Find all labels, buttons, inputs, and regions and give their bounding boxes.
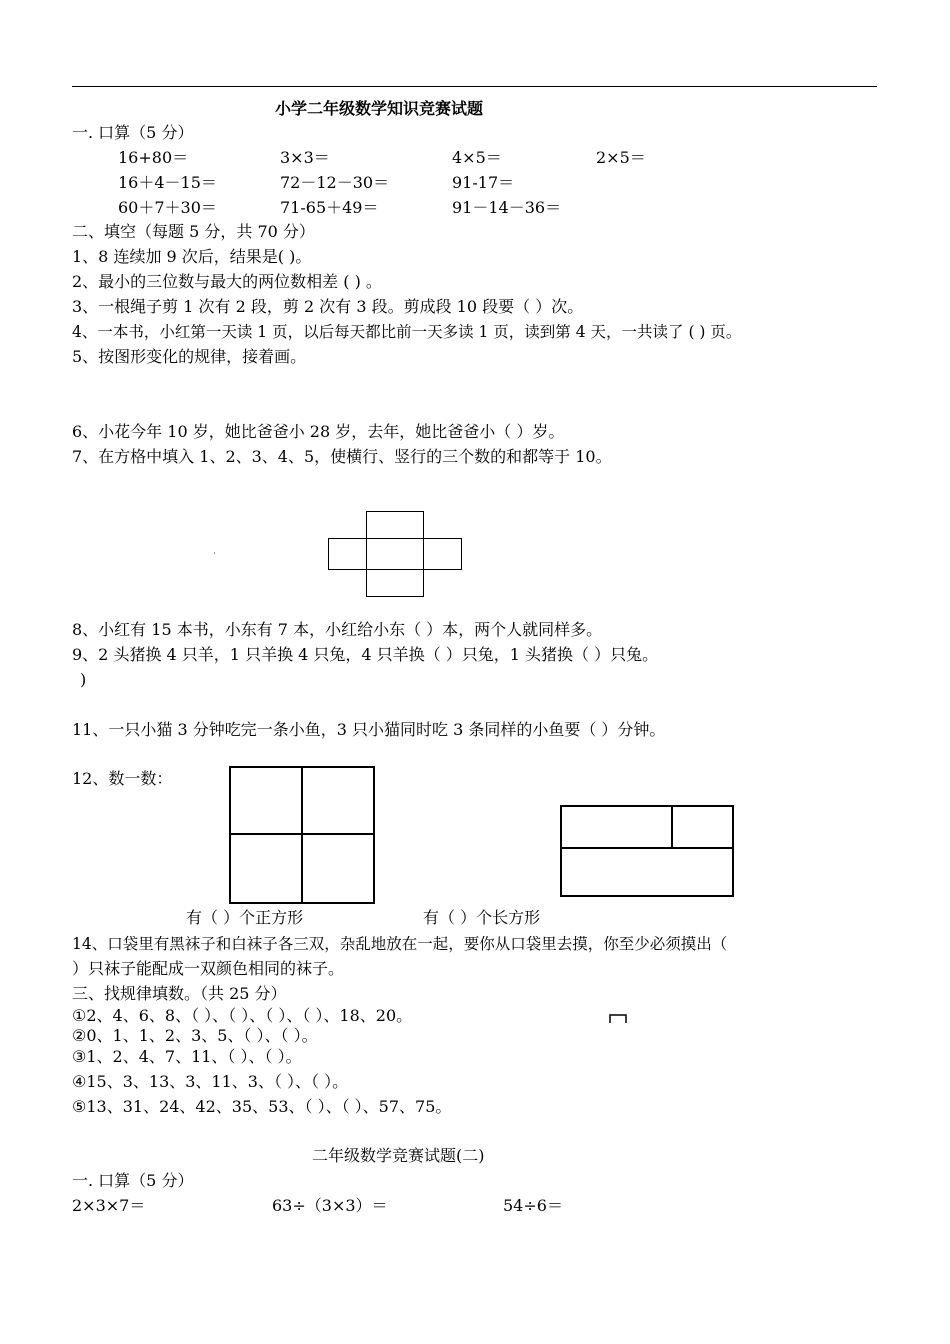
calc-item: 91-17＝: [452, 173, 515, 192]
square-count-label: 有（ ）个正方形: [186, 908, 304, 927]
grid-cell: [366, 511, 424, 539]
question-9-tail: ): [80, 670, 87, 689]
question-3: 3、一根绳子剪 1 次有 2 段，剪 2 次有 3 段。剪成段 10 段要（ ）次。: [72, 297, 584, 316]
square-divider: [229, 833, 375, 835]
question-1: 1、8 连续加 9 次后，结果是( )。: [72, 247, 312, 266]
calc-item: 2×5＝: [596, 148, 646, 167]
calc-item: 54÷6＝: [503, 1196, 563, 1215]
question-5: 5、按图形变化的规律，接着画。: [72, 347, 307, 366]
grid-cell: [423, 538, 462, 570]
section2-heading: 二、填空（每题 5 分，共 70 分）: [72, 222, 315, 241]
stray-bracket-mark: [608, 1012, 628, 1024]
calc-item: 91－14－36＝: [452, 198, 562, 217]
section3-heading: 三、找规律填数。（共 25 分）: [72, 984, 287, 1003]
question-2: 2、最小的三位数与最大的两位数相差 ( ) 。: [72, 272, 382, 291]
question-4: 4、一本书，小红第一天读 1 页，以后每天都比前一天多读 1 页，读到第 4 天，一共读了 ( ) 页。: [72, 323, 742, 341]
question-14-cont: ）只袜子能配成一双颜色相同的袜子。: [72, 959, 345, 978]
calc-item: 60＋7＋30＝: [118, 198, 217, 217]
grid-cell: [366, 569, 424, 597]
question-14: 14、口袋里有黑袜子和白袜子各三双，杂乱地放在一起，要你从口袋里去摸，你至少必须摸出（: [72, 935, 728, 953]
top-rule: [72, 86, 877, 87]
rectangle-outline: [560, 805, 734, 897]
pattern-item: ⑤13、31、24、42、35、53、（ ）、（ ）、57、75。: [72, 1097, 452, 1116]
calc-item: 72－12－30＝: [280, 173, 390, 192]
section1-heading: 一. 口算（5 分）: [72, 123, 194, 142]
part2-heading: 一. 口算（5 分）: [72, 1171, 194, 1190]
calc-item: 16+80＝: [118, 148, 189, 167]
calc-item: 16＋4－15＝: [118, 173, 217, 192]
question-7: 7、在方格中填入 1、2、3、4、5，使横行、竖行的三个数的和都等于 10。: [72, 447, 612, 466]
pattern-item: ②0、1、1、2、3、5、（ ）、（ ）。: [72, 1026, 318, 1045]
calc-item: 63÷（3×3）＝: [272, 1196, 388, 1215]
grid-cell: [328, 538, 367, 570]
rectangle-divider: [671, 805, 673, 848]
square-divider: [301, 766, 303, 904]
part2-title: 二年级数学竞赛试题(二): [312, 1146, 485, 1165]
page-title: 小学二年级数学知识竞赛试题: [275, 99, 484, 118]
calc-item: 4×5＝: [452, 148, 502, 167]
calc-item: 71-65＋49＝: [280, 198, 379, 217]
calc-item: 2×3×7＝: [72, 1196, 146, 1215]
question-12: 12、数一数：: [72, 769, 173, 788]
question-9: 9、2 头猪换 4 只羊，1 只羊换 4 只兔，4 只羊换（ ）只兔，1 头猪换（ ）只兔。: [72, 645, 659, 664]
question-8: 8、小红有 15 本书，小东有 7 本，小红给小东（ ）本，两个人就同样多。: [72, 620, 603, 639]
question-6: 6、小花今年 10 岁，她比爸爸小 28 岁，去年，她比爸爸小（ ）岁。: [72, 422, 565, 441]
rectangle-count-label: 有（ ）个长方形: [423, 908, 541, 927]
stray-mark: [214, 552, 215, 554]
pattern-item: ③1、2、4、7、11、（ ）、（ ）。: [72, 1047, 302, 1066]
question-11: 11、一只小猫 3 分钟吃完一条小鱼，3 只小猫同时吃 3 条同样的小鱼要（ ）分钟。: [72, 720, 666, 739]
rectangle-divider: [560, 847, 734, 849]
grid-cell: [366, 538, 424, 570]
pattern-item: ①2、4、6、8、（ ）、（ ）、（ ）、（ ）、18、20。: [72, 1006, 413, 1025]
calc-item: 3×3＝: [280, 148, 330, 167]
pattern-item: ④15、3、13、3、11、3、（ ）、（ ）。: [72, 1072, 349, 1091]
